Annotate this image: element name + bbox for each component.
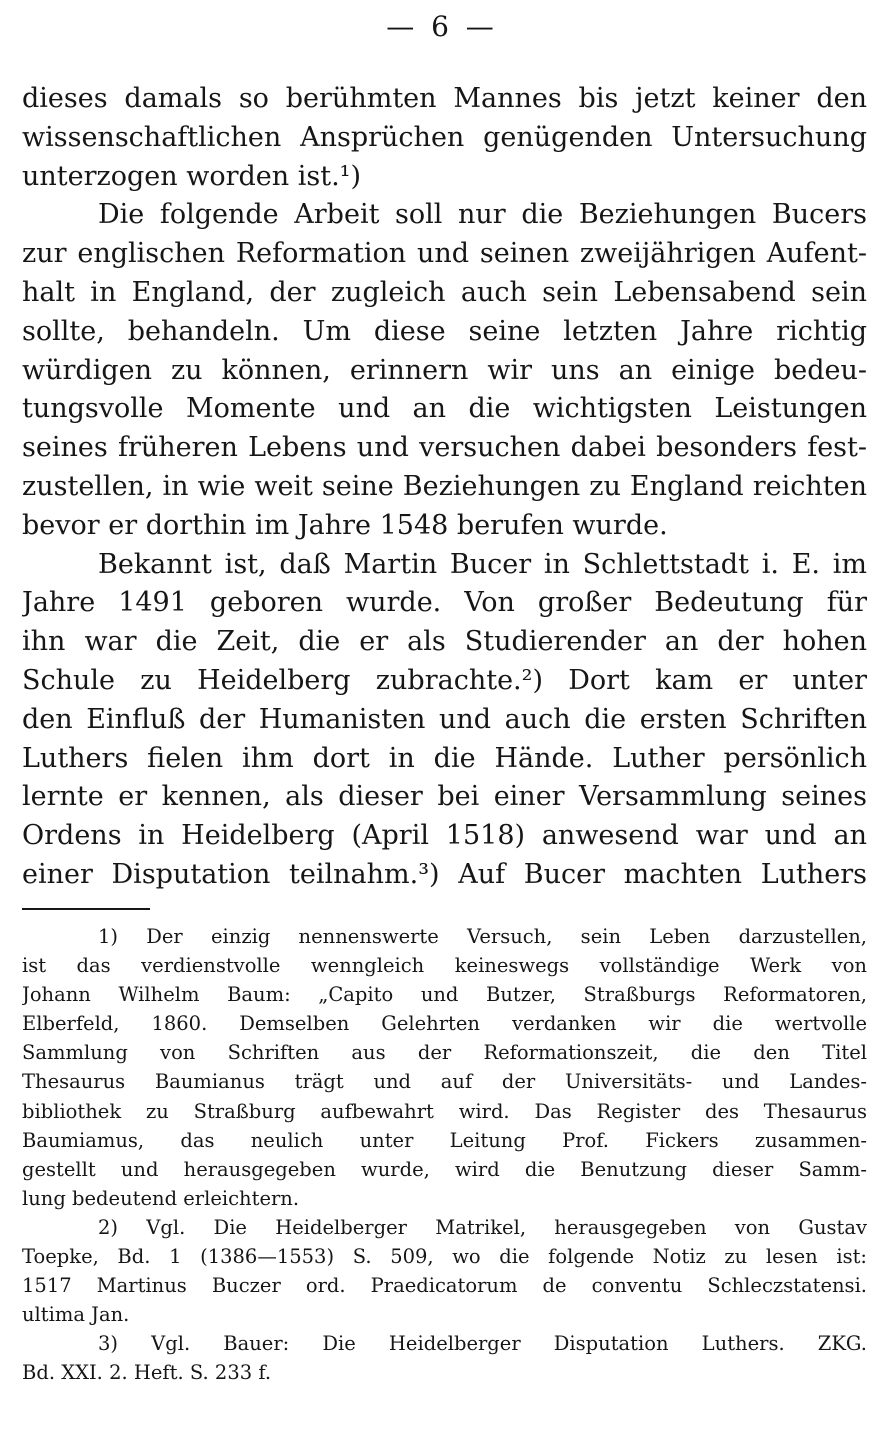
text-line: Ordens in Heidelberg (April 1518) anwesend war und an: [22, 820, 867, 852]
text-line: halt in England, der zugleich auch sein Lebensabend sein: [22, 276, 867, 308]
text-line: wissenschaftlichen Ansprüchen genügenden Untersuchung: [22, 121, 867, 153]
footnote-line: lung bedeutend erleichtern.: [22, 1186, 300, 1210]
footnote-line: Johann Wilhelm Baum: „Capito und Butzer, Straßburgs Reformatoren,: [22, 983, 867, 1007]
footnote-line: Thesaurus Baumianus trägt und auf der Universitäts- und Landes-: [22, 1070, 867, 1094]
text-line: zur englischen Reformation und seinen zweijährigen Aufent-: [22, 238, 867, 270]
text-line: dieses damals so berühmten Mannes bis jetzt keiner den: [22, 83, 867, 114]
text-line: einer Disputation teilnahm.³) Auf Bucer machten Luthers: [22, 858, 867, 890]
text-line: zustellen, in wie weit seine Beziehungen zu England reichten: [22, 470, 867, 502]
footnote-line: Sammlung von Schriften aus der Reformationszeit, die den Titel: [22, 1041, 867, 1065]
footnote-divider: [22, 908, 150, 910]
text-line: ihn war die Zeit, die er als Studierender an der hohen: [22, 626, 867, 658]
footnote-line: Baumiamus, das neulich unter Leitung Prof. Fickers zusammen-: [22, 1128, 867, 1152]
footnote-line: Bd. XXI. 2. Heft. S. 233 f.: [22, 1361, 272, 1385]
text-line: unterzogen worden ist.¹): [22, 160, 362, 192]
page-number: — 6 —: [386, 10, 498, 43]
footnote-3-start: 3) Vgl. Bauer: Die Heidelberger Disputation Luthers. ZKG.: [98, 1332, 867, 1356]
text-line: Schule zu Heidelberg zubrachte.²) Dort kam er unter: [22, 664, 867, 696]
text-line: lernte er kennen, als dieser bei einer Versammlung seines: [22, 781, 867, 813]
footnote-line: Elberfeld, 1860. Demselben Gelehrten verdanken wir die wertvolle: [22, 1012, 867, 1036]
footnote-line: gestellt und herausgegeben wurde, wird die Benutzung dieser Samm-: [22, 1157, 867, 1181]
footnotes: [22, 922, 867, 1388]
footnote-2-start: 2) Vgl. Die Heidelberger Matrikel, herausgegeben von Gustav: [98, 1215, 867, 1239]
footnote-line: ultima Jan.: [22, 1303, 130, 1327]
text-line: würdigen zu können, erinnern wir uns an einige bedeu-: [22, 354, 867, 386]
paragraph-start-line: Bekannt ist, daß Martin Bucer in Schlettstadt i. E. im: [98, 548, 867, 580]
text-line: sollte, behandeln. Um diese seine letzten Jahre richtig: [22, 315, 867, 347]
text-line: Jahre 1491 geboren wurde. Von großer Bedeutung für: [22, 587, 867, 619]
paragraph-start-line: Die folgende Arbeit soll nur die Beziehungen Bucers: [98, 199, 867, 231]
text-line: bevor er dorthin im Jahre 1548 berufen wurde.: [22, 509, 668, 541]
footnote-line: bibliothek zu Straßburg aufbewahrt wird. Das Register des Thesaurus: [22, 1099, 867, 1123]
text-line: Luthers fielen ihm dort in die Hände. Luther persönlich: [22, 742, 867, 774]
footnote-1-start: 1) Der einzig nennenswerte Versuch, sein Leben darzustellen,: [98, 925, 867, 948]
text-line: tungsvolle Momente und an die wichtigsten Leistungen: [22, 393, 867, 425]
footnote-line: ist das verdienstvolle wenngleich keineswegs vollständige Werk von: [22, 954, 867, 978]
footnote-line: Toepke, Bd. 1 (1386—1553) S. 509, wo die folgende Notiz zu lesen ist:: [22, 1245, 867, 1269]
text-line: den Einfluß der Humanisten und auch die ersten Schriften: [22, 703, 867, 735]
footnote-line: 1517 Martinus Buczer ord. Praedicatorum de conventu Schleczstatensi.: [22, 1274, 867, 1298]
text-line: seines früheren Lebens und versuchen dabei besonders fest-: [22, 432, 867, 464]
body-text: [22, 80, 867, 895]
